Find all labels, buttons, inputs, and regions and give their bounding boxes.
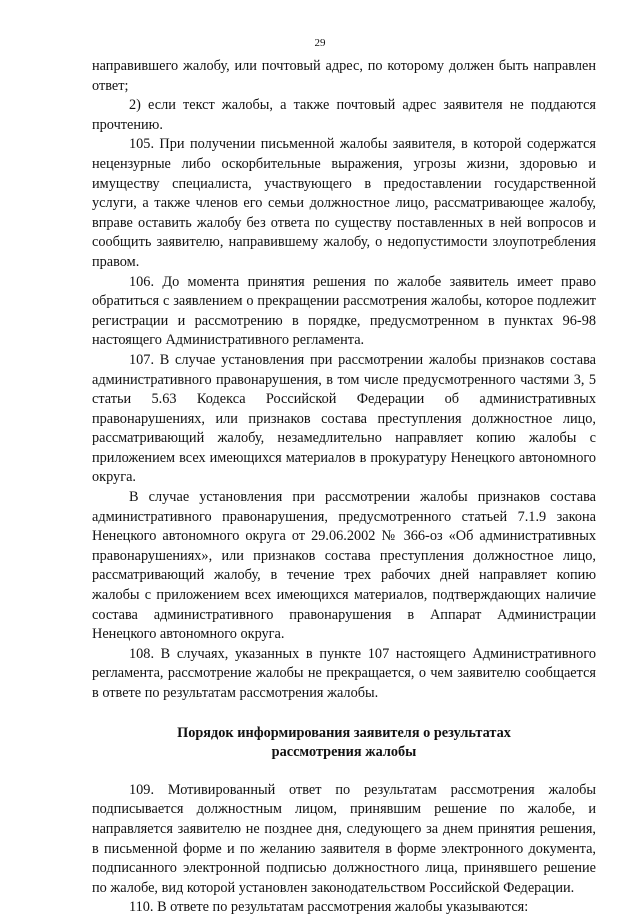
section-heading-line-1: Порядок информирования заявителя о результатах	[177, 724, 511, 741]
paragraph-107: 107. В случае установления при рассмотрении жалобы признаков состава административного правонарушения, в том числе предусмотренного частями 3, 5 статьи 5.63 Кодекса Российской Федерации об административных правонарушениях, или признаков состава преступления должностное лицо, рассматривающий жалобу, незамедлительно направляет копию жалобы с приложением всех имеющихся материалов в прокуратуру Ненецкого автономного округа.	[92, 351, 596, 486]
paragraph-110: 110. В ответе по результатам рассмотрения жалобы указываются:	[129, 899, 529, 916]
paragraph-108: 108. В случаях, указанных в пункте 107 настоящего Административного регламента, рассмотрение жалобы не прекращается, о чем заявителю сообщается в ответе по результатам рассмотрения жалобы.	[92, 645, 596, 701]
document-body	[92, 57, 596, 918]
paragraph-109: 109. Мотивированный ответ по результатам рассмотрения жалобы подписывается должностным лицом, принявшим решение по жалобе, и направляется заявителю не позднее дня, следующего за днем принятия решения, в письменной форме и по желанию заявителя в форме электронного документа, подписанного электронной подписью должностного лица, принявшего решение по жалобе, вид которой установлен законодательством Российской Федерации.	[92, 781, 596, 896]
paragraph-continuation: направившего жалобу, или почтовый адрес, по которому должен быть направлен ответ;	[92, 58, 596, 94]
paragraph-106: 106. До момента принятия решения по жалобе заявитель имеет право обратиться с заявлением о прекращении рассмотрения жалобы, которое подлежит регистрации и рассмотрению в порядке, предусмотренном в пунктах 96-98 настоящего Административного регламента.	[92, 273, 596, 349]
paragraph-105: 105. При получении письменной жалобы заявителя, в которой содержатся нецензурные либо оскорбительные выражения, угрозы жизни, здоровью и имуществу специалиста, участвующего в предоставлении государственной услуги, а также членов его семьи должностное лицо, рассматривающее жалобу, вправе оставить жалобу без ответа по существу поставленных в ней вопросов и сообщить заявителю, направившему жалобу, о недопустимости злоупотребления правом.	[92, 136, 596, 270]
page-number: 29	[314, 37, 326, 49]
section-heading-line-2: рассмотрения жалобы	[271, 744, 417, 761]
paragraph-item-2: 2) если текст жалобы, а также почтовый адрес заявителя не поддаются прочтению.	[92, 97, 596, 133]
paragraph-107-continued: В случае установления при рассмотрении жалобы признаков состава административного правонарушения, предусмотренного статьей 7.1.9 закона Ненецкого автономного округа от 29.06.2002 № 366-оз «Об административных правонарушениях», или признаков состава преступления должностное лицо, рассматривающий жалобу, в течение трех рабочих дней направляет копию жалобы с приложением всех имеющихся материалов, подтверждающих наличие состава административного правонарушения в Аппарат Администрации Ненецкого автономного округа.	[92, 489, 596, 643]
section-heading	[92, 724, 596, 763]
